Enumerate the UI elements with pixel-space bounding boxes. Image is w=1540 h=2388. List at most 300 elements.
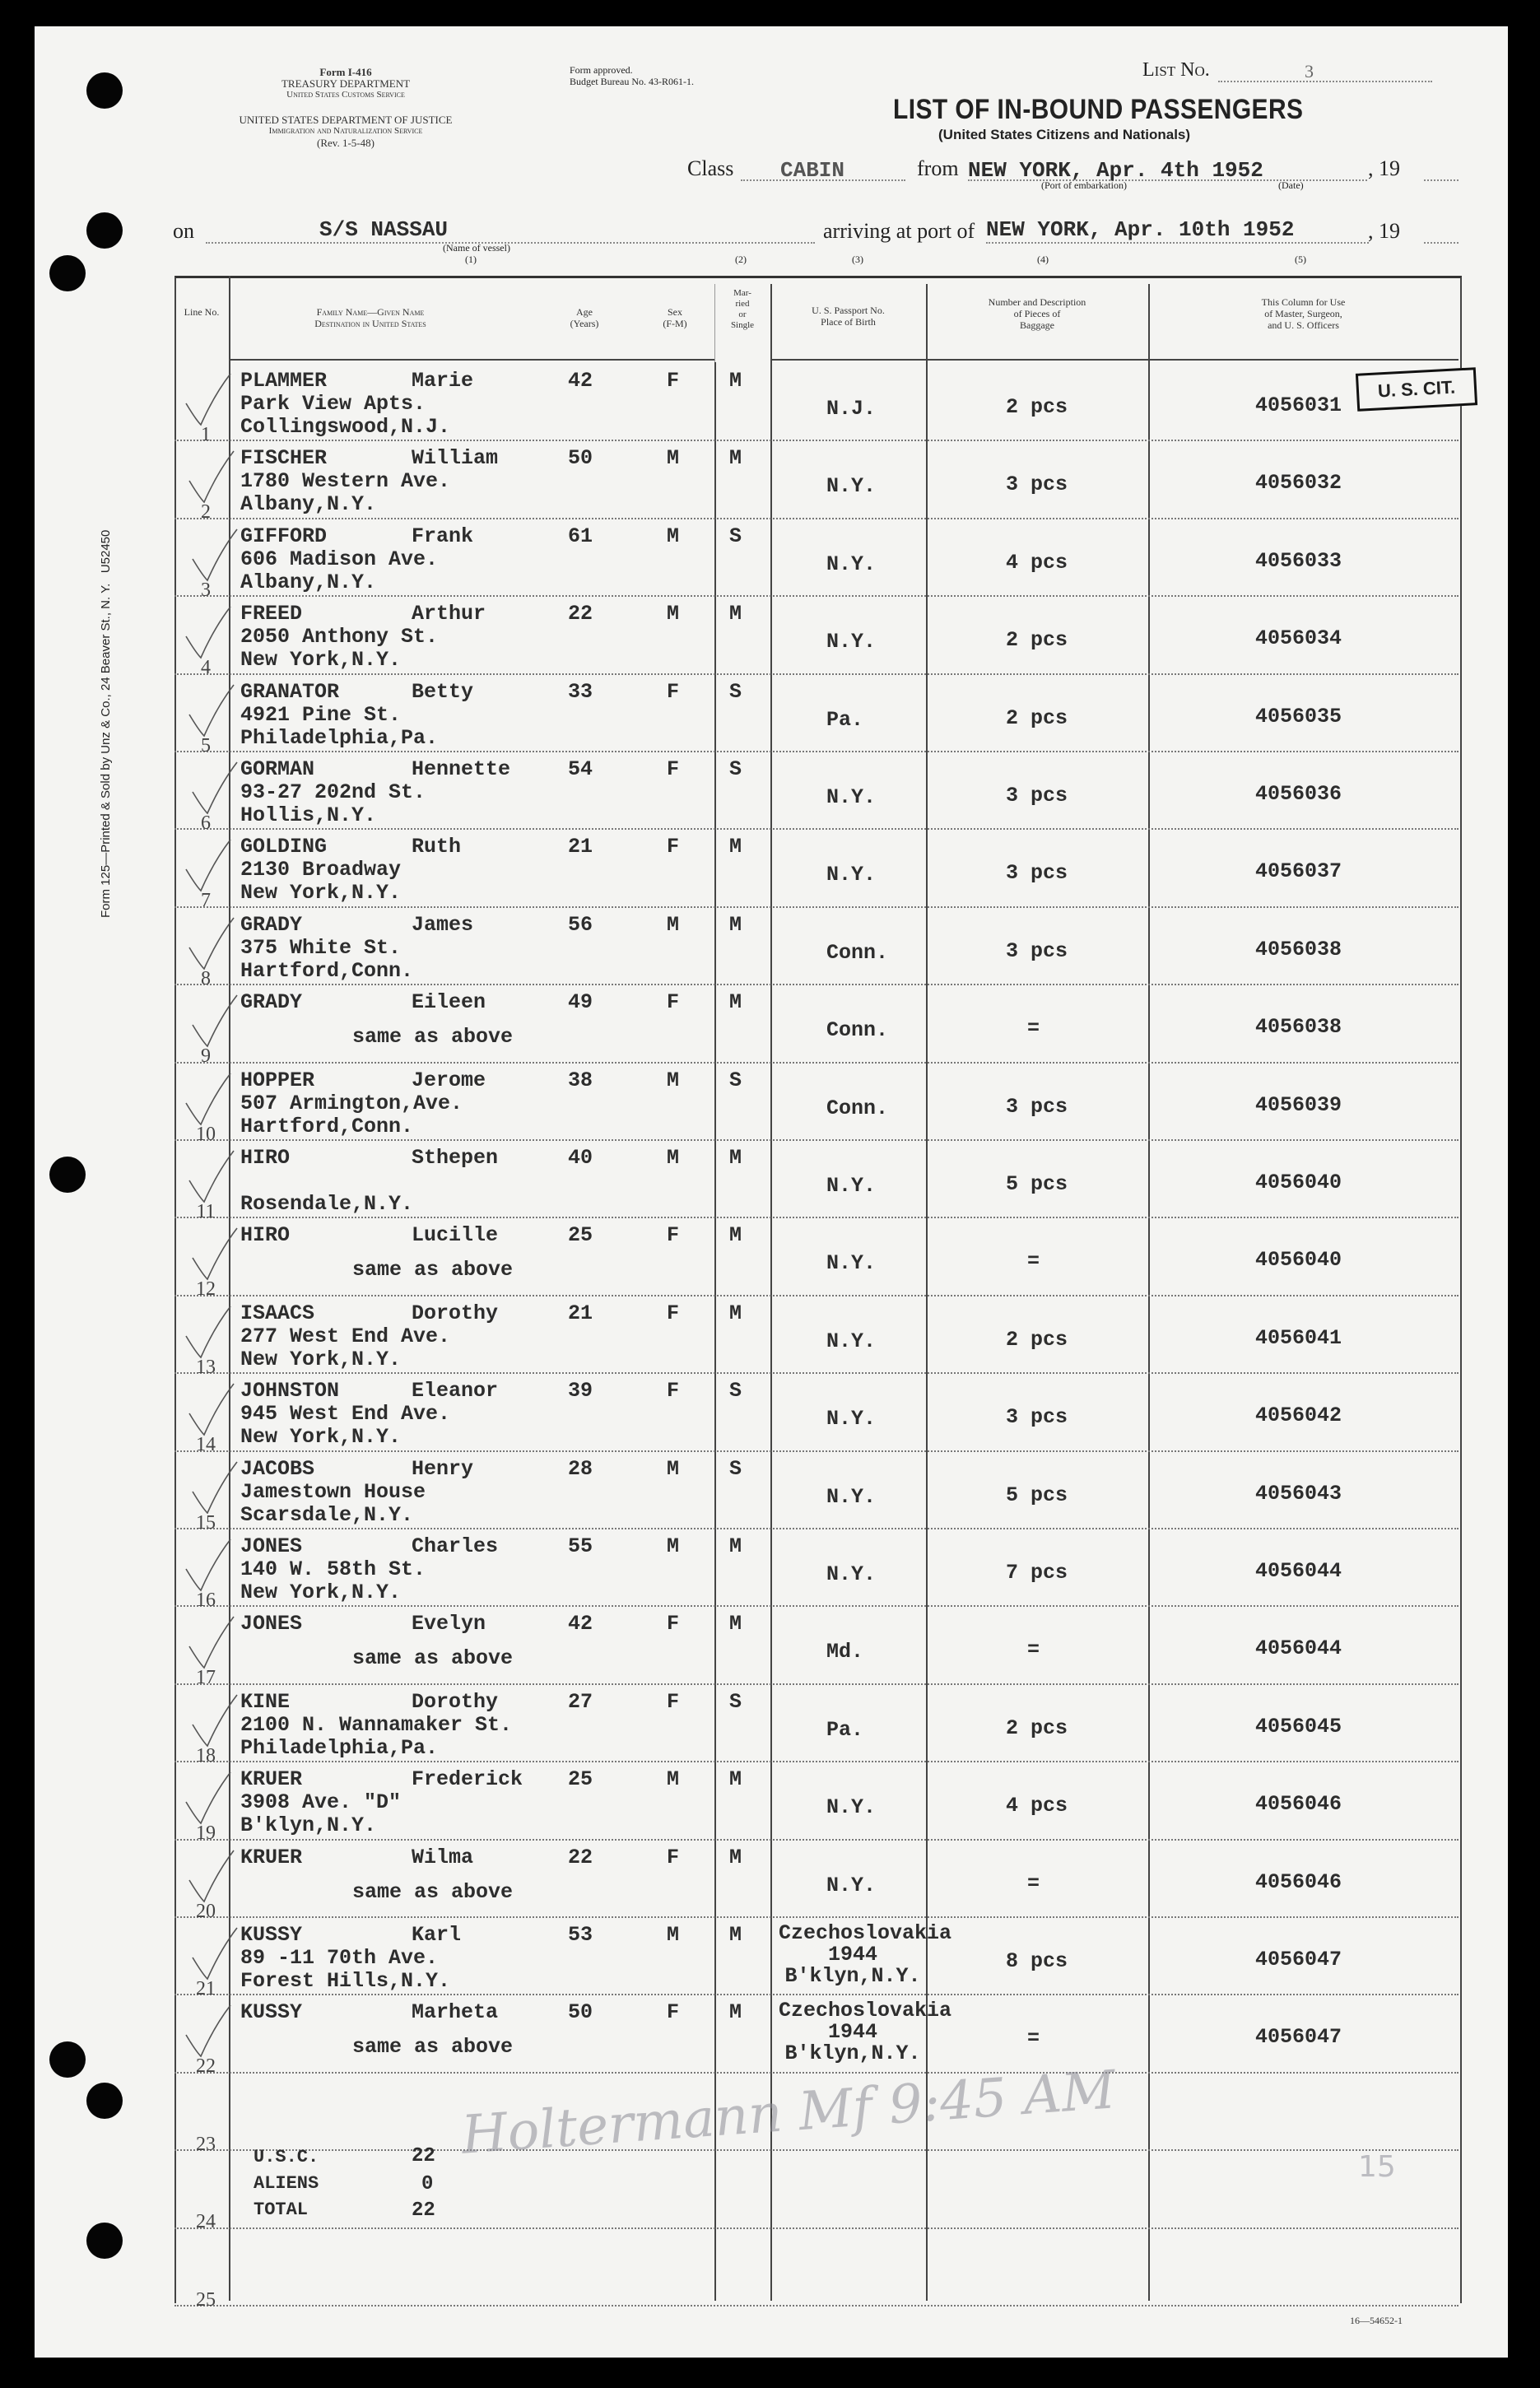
sex: F	[667, 990, 680, 1015]
age: 21	[568, 835, 593, 859]
row-divider	[174, 2149, 1459, 2151]
aliens-label: ALIENS	[254, 2173, 319, 2194]
marital-status: M	[729, 1223, 742, 1248]
family-name: KINE	[240, 1689, 291, 1714]
check-mark-icon	[189, 759, 239, 817]
baggage: 5 pcs	[1006, 1483, 1068, 1507]
row-divider	[174, 1839, 1459, 1841]
row-divider	[174, 1916, 1459, 1918]
baggage: 3 pcs	[1006, 1094, 1068, 1119]
baggage: 3 pcs	[1006, 938, 1068, 963]
sex: M	[667, 446, 680, 471]
binder-hole	[49, 255, 86, 291]
destination-line-2: Rosendale,N.Y.	[240, 1192, 414, 1216]
destination-line-1: 140 W. 58th St.	[240, 1557, 426, 1581]
port-embark-caption: (Port of embarkation)	[1041, 179, 1127, 191]
given-name: Hennette	[412, 757, 511, 781]
sex: M	[667, 1146, 680, 1170]
officer-reference: 4056042	[1255, 1403, 1342, 1428]
row-divider	[174, 906, 1459, 908]
destination-line-2: New York,N.Y.	[240, 1347, 402, 1371]
place-of-birth: Conn.	[826, 1018, 889, 1043]
class-label: Class	[687, 156, 734, 180]
place-of-birth: N.Y.	[826, 474, 877, 499]
officer-reference: 4056047	[1255, 2025, 1342, 2050]
row-divider	[174, 1994, 1459, 1995]
row-divider	[174, 1605, 1459, 1607]
family-name: JONES	[240, 1612, 303, 1636]
check-mark-icon	[189, 1692, 239, 1749]
from-label: from	[917, 156, 959, 180]
destination-line-1: 375 White St.	[240, 935, 402, 960]
place-of-birth: Conn.	[826, 1096, 889, 1120]
row-divider	[174, 1062, 1459, 1064]
given-name: Henry	[412, 1456, 474, 1481]
col-divider	[714, 362, 716, 2301]
destination-line-1: 2100 N. Wannamaker St.	[240, 1712, 513, 1737]
age: 42	[568, 369, 593, 393]
class-value: CABIN	[780, 158, 845, 183]
sex: F	[667, 835, 680, 859]
col-divider	[770, 284, 772, 2301]
place-of-birth: Md.	[826, 1640, 864, 1664]
family-name: GRADY	[240, 990, 303, 1015]
baggage: =	[1027, 1250, 1040, 1274]
age: 50	[568, 2000, 593, 2025]
line-number: 6	[201, 812, 211, 834]
sex: M	[667, 1923, 680, 1947]
line-number: 7	[201, 890, 211, 912]
destination-line-1: 945 West End Ave.	[240, 1402, 451, 1427]
row-divider	[174, 673, 1459, 675]
marital-status: M	[729, 835, 742, 859]
marital-status: S	[729, 1689, 742, 1714]
from-year: , 19	[1368, 156, 1400, 180]
destination-line-1: 507 Armington,Ave.	[240, 1091, 463, 1115]
row-divider	[174, 751, 1459, 752]
check-mark-icon	[183, 2002, 232, 2060]
check-mark-icon	[186, 1613, 235, 1671]
marital-status: M	[729, 912, 742, 937]
sex: M	[667, 1456, 680, 1481]
form-id: Form I-416	[319, 66, 372, 78]
destination-line-2: Hollis,N.Y.	[240, 803, 377, 827]
destination-line-1: same as above	[352, 1258, 514, 1282]
binder-hole	[49, 2041, 86, 2078]
given-name: William	[412, 446, 499, 471]
row-divider	[174, 1683, 1459, 1685]
officer-reference: 4056046	[1255, 1869, 1342, 1894]
baggage: 3 pcs	[1006, 861, 1068, 886]
row-divider	[174, 1295, 1459, 1296]
marital-status: M	[729, 1923, 742, 1947]
age: 25	[568, 1767, 593, 1792]
row-divider	[174, 828, 1459, 830]
check-mark-icon	[183, 836, 232, 894]
age: 49	[568, 990, 593, 1015]
arriving-year-line	[1424, 242, 1459, 244]
officer-reference: 4056047	[1255, 1948, 1342, 1971]
line-number: 8	[201, 967, 211, 989]
destination-line-2: New York,N.Y.	[240, 648, 402, 673]
family-name: FREED	[240, 602, 303, 626]
destination-line-1: 2050 Anthony St.	[240, 625, 439, 649]
destination-line-2: New York,N.Y.	[240, 1425, 402, 1450]
family-name: GOLDING	[240, 835, 328, 859]
destination-line-2: Collingswood,N.J.	[240, 415, 451, 439]
header-name: Family Name—Given Name Destination in United States	[314, 306, 426, 329]
age: 27	[568, 1689, 593, 1714]
place-of-birth: Pa.	[826, 1717, 864, 1742]
row-divider	[174, 1761, 1459, 1762]
given-name: Sthepen	[412, 1146, 499, 1170]
baggage: 3 pcs	[1006, 784, 1068, 808]
place-of-birth: N.Y.	[826, 1407, 877, 1431]
age: 38	[568, 1068, 593, 1092]
officer-reference: 4056043	[1255, 1481, 1342, 1506]
marital-status: M	[729, 1767, 742, 1792]
place-of-birth: N.Y.	[826, 1329, 877, 1353]
given-name: Arthur	[412, 602, 486, 626]
given-name: Marie	[412, 369, 474, 393]
check-mark-icon	[189, 526, 239, 584]
sex: F	[667, 1379, 680, 1403]
header-sex: Sex (F-M)	[663, 306, 687, 329]
marital-status: M	[729, 1146, 742, 1170]
family-name: KRUER	[240, 1767, 303, 1792]
place-of-birth: Czechoslovakia 1944 B'klyn,N.Y.	[779, 1921, 952, 1988]
family-name: GIFFORD	[240, 524, 328, 548]
budget-bureau: Budget Bureau No. 43-R061-1.	[570, 76, 694, 87]
form-approved: Form approved.	[570, 64, 633, 76]
check-mark-icon	[189, 1925, 239, 1982]
dept-justice-sub: Immigration and Naturalization Service	[268, 126, 423, 136]
usc-label: U.S.C.	[254, 2147, 319, 2167]
baggage: =	[1027, 1871, 1040, 1896]
destination-line-1: 1780 Western Ave.	[240, 469, 451, 494]
marital-status: S	[729, 1456, 742, 1481]
vessel-caption: (Name of vessel)	[443, 242, 510, 254]
row-divider	[174, 2227, 1459, 2229]
row-divider	[174, 1217, 1459, 1218]
check-mark-icon	[183, 1303, 232, 1361]
place-of-birth: N.Y.	[826, 630, 877, 654]
line-number: 11	[196, 1201, 216, 1222]
officer-reference: 4056045	[1255, 1714, 1342, 1739]
place-of-birth: Conn.	[826, 940, 889, 965]
arriving-value: NEW YORK, Apr. 10th 1952	[986, 217, 1295, 242]
line-number: 4	[201, 657, 211, 679]
baggage: 2 pcs	[1006, 395, 1068, 419]
baggage: 2 pcs	[1006, 1715, 1068, 1740]
destination-line-2: Hartford,Conn.	[240, 1114, 414, 1138]
given-name: Frank	[412, 524, 474, 548]
col-num-5: (5)	[1295, 254, 1306, 265]
line-number: 2	[201, 501, 211, 524]
from-year-line	[1424, 179, 1459, 181]
family-name: GORMAN	[240, 757, 315, 781]
check-mark-icon	[183, 1769, 232, 1827]
officer-reference: 4056032	[1255, 471, 1342, 496]
destination-line-1: Jamestown House	[240, 1479, 426, 1504]
family-name: HIRO	[240, 1146, 291, 1170]
line-number: 5	[201, 734, 211, 756]
given-name: Betty	[412, 679, 474, 704]
baggage: =	[1027, 1638, 1040, 1663]
row-divider	[174, 2072, 1459, 2074]
baggage: 8 pcs	[1006, 1949, 1068, 1973]
check-mark-icon	[186, 682, 235, 739]
given-name: Eileen	[412, 990, 486, 1015]
destination-line-1: same as above	[352, 2035, 514, 2060]
place-of-birth: Pa.	[826, 707, 864, 732]
pencil-note: 15	[1358, 2150, 1396, 2184]
marital-status: M	[729, 2000, 742, 2025]
header-line-no: Line No.	[184, 306, 220, 318]
arriving-line	[986, 242, 1369, 244]
sex: M	[667, 1068, 680, 1092]
age: 56	[568, 912, 593, 937]
marital-status: S	[729, 1068, 742, 1092]
officer-signature: Holtermann Mf 9:45 AM	[459, 2060, 1118, 2167]
given-name: Eleanor	[412, 1379, 499, 1403]
line-number: 10	[196, 1123, 216, 1145]
col-num-3: (3)	[852, 254, 863, 265]
line-number: 15	[196, 1511, 216, 1534]
officer-reference: 4056044	[1255, 1636, 1342, 1661]
destination-line-2: New York,N.Y.	[240, 881, 402, 905]
sex: F	[667, 1689, 680, 1714]
list-no-label: List No.	[1142, 59, 1210, 81]
form-title: LIST OF IN-BOUND PASSENGERS	[893, 94, 1304, 125]
baggage: 3 pcs	[1006, 1405, 1068, 1430]
age: 40	[568, 1146, 593, 1170]
family-name: GRADY	[240, 912, 303, 937]
line-number: 17	[196, 1667, 216, 1689]
line-number: 16	[196, 1590, 216, 1611]
given-name: Wilma	[412, 1845, 474, 1869]
age: 25	[568, 1223, 593, 1248]
line-number: 20	[196, 1900, 216, 1922]
destination-line-2: Hartford,Conn.	[240, 958, 414, 983]
line-number: 12	[196, 1278, 216, 1301]
marital-status: M	[729, 602, 742, 626]
line-number: 24	[196, 2211, 216, 2233]
sex: M	[667, 524, 680, 548]
check-mark-icon	[189, 1225, 239, 1282]
col-divider	[1148, 284, 1150, 2301]
place-of-birth: N.Y.	[826, 1251, 877, 1276]
marital-status: M	[729, 369, 742, 393]
destination-line-2: B'klyn,N.Y.	[240, 1813, 377, 1838]
family-name: KUSSY	[240, 1923, 303, 1947]
sex: F	[667, 2000, 680, 2025]
given-name: Charles	[412, 1534, 499, 1558]
given-name: Ruth	[412, 835, 462, 859]
destination-line-1: same as above	[352, 1879, 514, 1904]
check-mark-icon	[183, 370, 232, 428]
age: 39	[568, 1379, 593, 1403]
vessel-line	[206, 242, 815, 244]
binder-hole	[86, 2223, 123, 2259]
destination-line-2: Philadelphia,Pa.	[240, 725, 439, 750]
given-name: Evelyn	[412, 1612, 486, 1636]
form-subtitle: (United States Citizens and Nationals)	[938, 127, 1191, 142]
header-passport: U. S. Passport No. Place of Birth	[812, 305, 885, 328]
place-of-birth: N.Y.	[826, 1873, 877, 1897]
destination-line-1: 4921 Pine St.	[240, 702, 402, 727]
header-rule	[770, 359, 1459, 361]
line-number: 19	[196, 1822, 216, 1845]
from-value: NEW YORK, Apr. 4th 1952	[968, 158, 1263, 183]
place-of-birth: N.Y.	[826, 1795, 877, 1820]
header-rule	[229, 359, 714, 361]
header-baggage: Number and Description of Pieces of Baggage	[988, 296, 1086, 331]
row-divider	[174, 1139, 1459, 1141]
sex: M	[667, 1767, 680, 1792]
check-mark-icon	[186, 1380, 235, 1438]
given-name: Jerome	[412, 1068, 486, 1092]
sex: F	[667, 1223, 680, 1248]
sex: F	[667, 679, 680, 704]
destination-line-1: 277 West End Ave.	[240, 1324, 451, 1348]
destination-line-1: 2130 Broadway	[240, 858, 402, 882]
header-age: Age (Years)	[570, 306, 599, 329]
printer-credit-text: Form 125—Printed & Sold by Unz & Co., 24 Beaver St., N. Y.	[99, 583, 113, 918]
destination-line-2: Philadelphia,Pa.	[240, 1735, 439, 1760]
col-num-4: (4)	[1037, 254, 1049, 265]
line-number: 14	[196, 1434, 216, 1456]
marital-status: S	[729, 524, 742, 548]
marital-status: S	[729, 679, 742, 704]
arriving-label: arriving at port of	[823, 219, 975, 243]
place-of-birth: N.Y.	[826, 1562, 877, 1586]
row-divider	[174, 440, 1459, 441]
officer-reference: 4056036	[1255, 782, 1342, 806]
age: 54	[568, 757, 593, 781]
binder-hole	[49, 1157, 86, 1193]
check-mark-icon	[186, 1147, 235, 1205]
footer-code: 16—54652-1	[1350, 2315, 1403, 2326]
check-mark-icon	[186, 915, 235, 972]
baggage: 5 pcs	[1006, 1172, 1068, 1196]
check-mark-icon	[189, 992, 239, 1050]
destination-line-1: Park View Apts.	[240, 392, 426, 416]
age: 55	[568, 1534, 593, 1558]
header-married: Mar- ried or Single	[730, 288, 755, 330]
destination-line-1: 3908 Ave. "D"	[240, 1790, 402, 1815]
dept-treasury-sub: United States Customs Service	[286, 90, 405, 100]
destination-line-1: 93-27 202nd St.	[240, 780, 426, 804]
dept-treasury: TREASURY DEPARTMENT	[281, 77, 411, 90]
family-name: JACOBS	[240, 1456, 315, 1481]
given-name: Dorothy	[412, 1689, 499, 1714]
baggage: 2 pcs	[1006, 1327, 1068, 1352]
destination-line-2: Albany,N.Y.	[240, 492, 377, 517]
sex: F	[667, 757, 680, 781]
marital-status: M	[729, 990, 742, 1015]
marital-status: M	[729, 1534, 742, 1558]
age: 22	[568, 602, 593, 626]
family-name: KRUER	[240, 1845, 303, 1869]
check-mark-icon	[183, 1536, 232, 1594]
officer-reference: 4056038	[1255, 937, 1342, 961]
marital-status: M	[729, 1301, 742, 1325]
destination-line-2: Albany,N.Y.	[240, 570, 377, 594]
line-number: 25	[196, 2288, 216, 2311]
header-officers: This Column for Use of Master, Surgeon, and U. S. Officers	[1261, 296, 1346, 331]
baggage: =	[1027, 1017, 1040, 1041]
given-name: James	[412, 912, 474, 937]
line-number: 22	[196, 2055, 216, 2078]
sex: M	[667, 912, 680, 937]
sex: M	[667, 1534, 680, 1558]
marital-status: S	[729, 757, 742, 781]
line-number: 13	[196, 1356, 216, 1378]
marital-status: M	[729, 1845, 742, 1869]
marital-status: S	[729, 1379, 742, 1403]
marital-status: M	[729, 446, 742, 471]
officer-reference: 4056039	[1255, 1092, 1342, 1117]
place-of-birth: N.Y.	[826, 863, 877, 887]
stamp-text: U. S. CIT.	[1377, 376, 1456, 402]
check-mark-icon	[183, 1070, 232, 1128]
line-number: 1	[201, 424, 211, 445]
check-mark-icon	[189, 1459, 239, 1516]
arriving-year: , 19	[1368, 219, 1400, 243]
place-of-birth: N.Y.	[826, 1174, 877, 1198]
line-number: 9	[201, 1045, 211, 1068]
us-citizen-stamp	[1356, 367, 1477, 412]
family-name: HOPPER	[240, 1068, 315, 1092]
family-name: GRANATOR	[240, 679, 340, 704]
total-label: TOTAL	[254, 2199, 309, 2220]
revision: (Rev. 1-5-48)	[317, 137, 375, 149]
baggage: 2 pcs	[1006, 705, 1068, 730]
check-mark-icon	[186, 448, 235, 505]
on-label: on	[173, 219, 194, 243]
baggage: 4 pcs	[1006, 550, 1068, 575]
check-mark-icon	[186, 1847, 235, 1905]
place-of-birth: N.Y.	[826, 1484, 877, 1509]
family-name: JOHNSTON	[240, 1379, 340, 1403]
baggage: 4 pcs	[1006, 1794, 1068, 1818]
row-divider	[174, 984, 1459, 985]
family-name: ISAACS	[240, 1301, 315, 1325]
sex: F	[667, 1845, 680, 1869]
officer-reference: 4056033	[1255, 548, 1342, 573]
total-value: 22	[412, 2199, 435, 2222]
date-caption: (Date)	[1278, 179, 1304, 191]
family-name: KUSSY	[240, 2000, 303, 2025]
given-name: Karl	[412, 1923, 462, 1947]
officer-reference: 4056046	[1255, 1792, 1342, 1817]
list-no-value: 3	[1305, 61, 1314, 81]
marital-status: M	[729, 1612, 742, 1636]
sex: F	[667, 1612, 680, 1636]
family-name: JONES	[240, 1534, 303, 1558]
place-of-birth: N.Y.	[826, 785, 877, 809]
printer-code: U52450	[99, 529, 113, 574]
col-num-2: (2)	[735, 254, 747, 265]
place-of-birth: N.Y.	[826, 552, 877, 576]
check-mark-icon	[183, 603, 232, 661]
usc-value: 22	[412, 2145, 435, 2167]
binder-hole	[86, 212, 123, 249]
officer-reference: 4056035	[1255, 704, 1342, 729]
place-of-birth: N.J.	[826, 397, 877, 421]
baggage: 2 pcs	[1006, 628, 1068, 653]
